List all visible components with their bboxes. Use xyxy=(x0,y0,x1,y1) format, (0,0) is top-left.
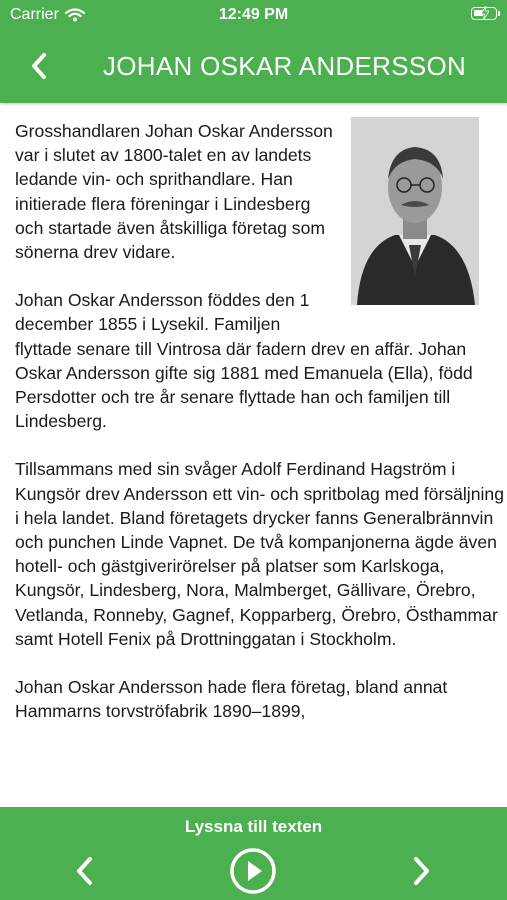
article-paragraph: Johan Oskar Andersson hade flera företag, bland annat Hammarns torvströfabrik 1890–1899, xyxy=(15,677,448,722)
status-time: 12:49 PM xyxy=(218,6,289,23)
article-paragraph: Johan Oskar Andersson föddes den 1 december 1855 i Lysekil. Familjen flyttade senare till Vintrosa där fadern drev en affär. Johan Oskar Andersson gifte sig 1881 med Emanuela (Ella), född Persdotter och tre år senare flyttade han och familjen till Lindesberg. xyxy=(15,290,473,432)
portrait-photo xyxy=(351,117,479,305)
carrier-label: Carrier xyxy=(10,6,59,23)
page-title: JOHAN OSKAR ANDERSSON xyxy=(102,51,467,81)
battery-charging-icon xyxy=(471,7,497,20)
article-paragraph: Grosshandlaren Johan Oskar Andersson var i slutet av 1800-talet en av landets ledande vin- och sprithandlare. Han initierade flera föreningar i Lindesberg och startade även åtskilliga företag som sönerna drev vidare. xyxy=(15,121,333,263)
play-button[interactable] xyxy=(229,847,277,895)
chevron-left-icon xyxy=(68,851,102,891)
article-scroll-area[interactable] xyxy=(0,103,507,807)
next-button[interactable] xyxy=(404,851,438,891)
previous-button[interactable] xyxy=(68,851,102,891)
play-circle-icon xyxy=(229,847,277,895)
chevron-right-icon xyxy=(404,851,438,891)
listen-label: Lyssna till texten xyxy=(184,817,323,836)
status-bar xyxy=(0,0,507,30)
header-bar xyxy=(0,0,507,103)
article-paragraph: Tillsammans med sin svåger Adolf Ferdinand Hagström i Kungsör drev Andersson ett vin- och spritbolag med försäljning i hela landet. Bland företagets drycker fanns Generalbrännvin och punchen Linde Vapnet. De två kompanjonerna ägde även hotell- och gästgiverirörelser på platser som Karlskoga, Kungsör, Lindesberg, Nora, Malmberget, Gällivare, Örebro, Vetlanda, Ronneby, Gagnef, Kopparberg, Örebro, Östhammar samt Hotell Fenix på Drottninggatan i Stockholm. xyxy=(15,459,504,649)
chevron-left-icon xyxy=(29,52,49,80)
audio-player-bar xyxy=(0,807,507,900)
back-button[interactable] xyxy=(22,48,56,84)
